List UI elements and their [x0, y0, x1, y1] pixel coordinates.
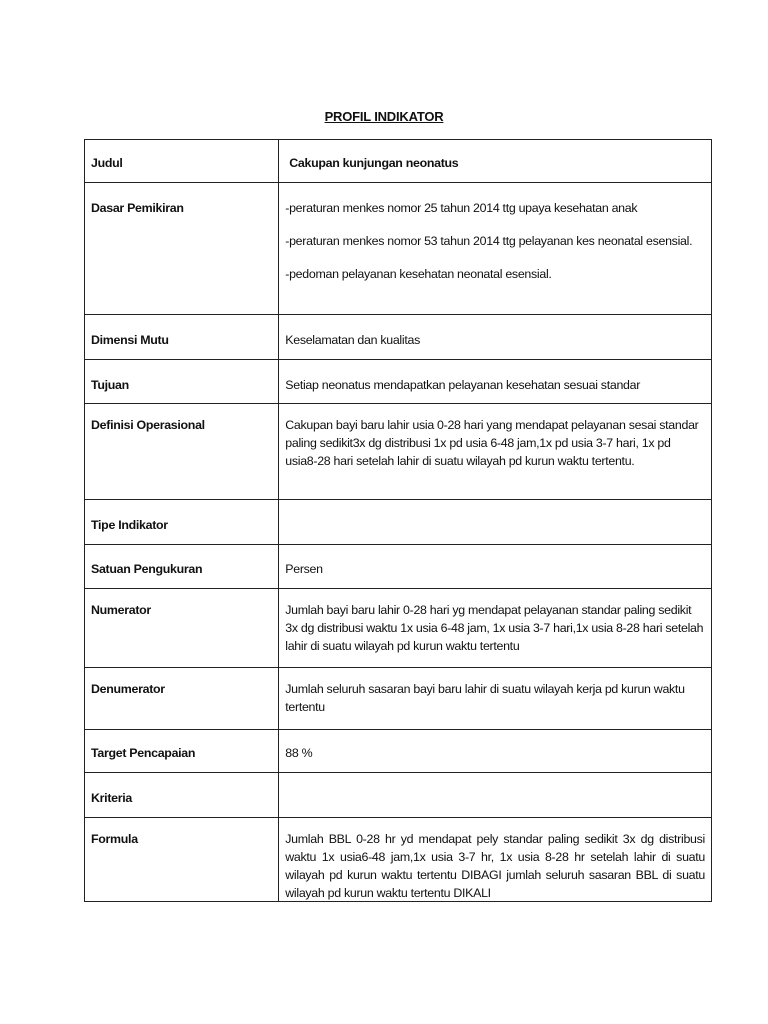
row-value-tujuan: Setiap neonatus mendapatkan pelayanan kesehatan sesuai standar — [279, 360, 712, 404]
table-row-kriteria — [85, 773, 712, 818]
row-label-target-pencapaian: Target Pencapaian — [85, 730, 279, 773]
table-row-dimensi-mutu — [85, 315, 712, 360]
row-value-definisi-operasional: Cakupan bayi baru lahir usia 0-28 hari yang mendapat pelayanan sesai standar paling sedikit3x dg distribusi 1x pd usia 6-48 jam,1x pd usia 3-7 hari, 1x pd usia8-28 hari setelah lahir di suatu wilayah pd kurun waktu tertentu. — [279, 404, 712, 500]
dasar-pemikiran-item: -pedoman pelayanan kesehatan neonatal esensial. — [285, 267, 552, 281]
row-label-tipe-indikator: Tipe Indikator — [85, 500, 279, 545]
row-value-dimensi-mutu: Keselamatan dan kualitas — [279, 315, 712, 360]
row-label-satuan-pengukuran: Satuan Pengukuran — [85, 545, 279, 589]
row-label-kriteria: Kriteria — [85, 773, 279, 818]
row-value-kriteria — [279, 773, 712, 818]
dasar-pemikiran-item: -peraturan menkes nomor 25 tahun 2014 ttg upaya kesehatan anak — [285, 201, 638, 215]
row-value-judul: Cakupan kunjungan neonatus — [279, 140, 712, 183]
row-label-dasar-pemikiran: Dasar Pemikiran — [85, 183, 279, 315]
row-value-satuan-pengukuran: Persen — [279, 545, 712, 589]
table-row-dasar-pemikiran — [85, 183, 712, 315]
row-value-formula — [279, 818, 712, 902]
row-label-judul: Judul — [85, 140, 279, 183]
row-label-denumerator: Denumerator — [85, 668, 279, 730]
row-label-definisi-operasional: Definisi Operasional — [85, 404, 279, 500]
row-value-tipe-indikator — [279, 500, 712, 545]
row-value-numerator: Jumlah bayi baru lahir 0-28 hari yg mendapat pelayanan standar paling sedikit 3x dg distribusi waktu 1x usia 6-48 jam, 1x usia 3-7 hari,1x usia 8-28 hari setelah lahir di suatu wilayah pd kurun waktu tertentu — [279, 589, 712, 668]
row-label-dimensi-mutu: Dimensi Mutu — [85, 315, 279, 360]
table-row-tujuan — [85, 360, 712, 404]
table-row-satuan-pengukuran — [85, 545, 712, 589]
row-value-dasar-pemikiran — [279, 183, 712, 315]
row-label-formula: Formula — [85, 818, 279, 902]
table-row-tipe-indikator — [85, 500, 712, 545]
table-row-judul — [85, 140, 712, 183]
dasar-pemikiran-item: -peraturan menkes nomor 53 tahun 2014 ttg pelayanan kes neonatal esensial. — [285, 234, 693, 248]
table-row-denumerator — [85, 668, 712, 730]
table-row-definisi-operasional — [85, 404, 712, 500]
row-value-target-pencapaian: 88 % — [279, 730, 712, 773]
table-row-formula — [85, 818, 712, 902]
indicator-profile-table — [84, 139, 712, 902]
page-title: PROFIL INDIKATOR — [324, 109, 444, 124]
formula-text: Jumlah BBL 0-28 hr yd mendapat pely standar paling sedikit 3x dg distribusi waktu 1x usia6-48 jam,1x usia 3-7 hr, 1x usia 8-28 hr setelah lahir di suatu wilayah pd kurun waktu tertentu DIBAGI jumlah seluruh sasaran BBL di suatu wilayah pd kurun waktu tertentu DIKALI — [285, 832, 705, 900]
table-row-target-pencapaian — [85, 730, 712, 773]
row-value-denumerator: Jumlah seluruh sasaran bayi baru lahir di suatu wilayah kerja pd kurun waktu tertentu — [279, 668, 712, 730]
table-row-numerator — [85, 589, 712, 668]
row-label-numerator: Numerator — [85, 589, 279, 668]
row-label-tujuan: Tujuan — [85, 360, 279, 404]
